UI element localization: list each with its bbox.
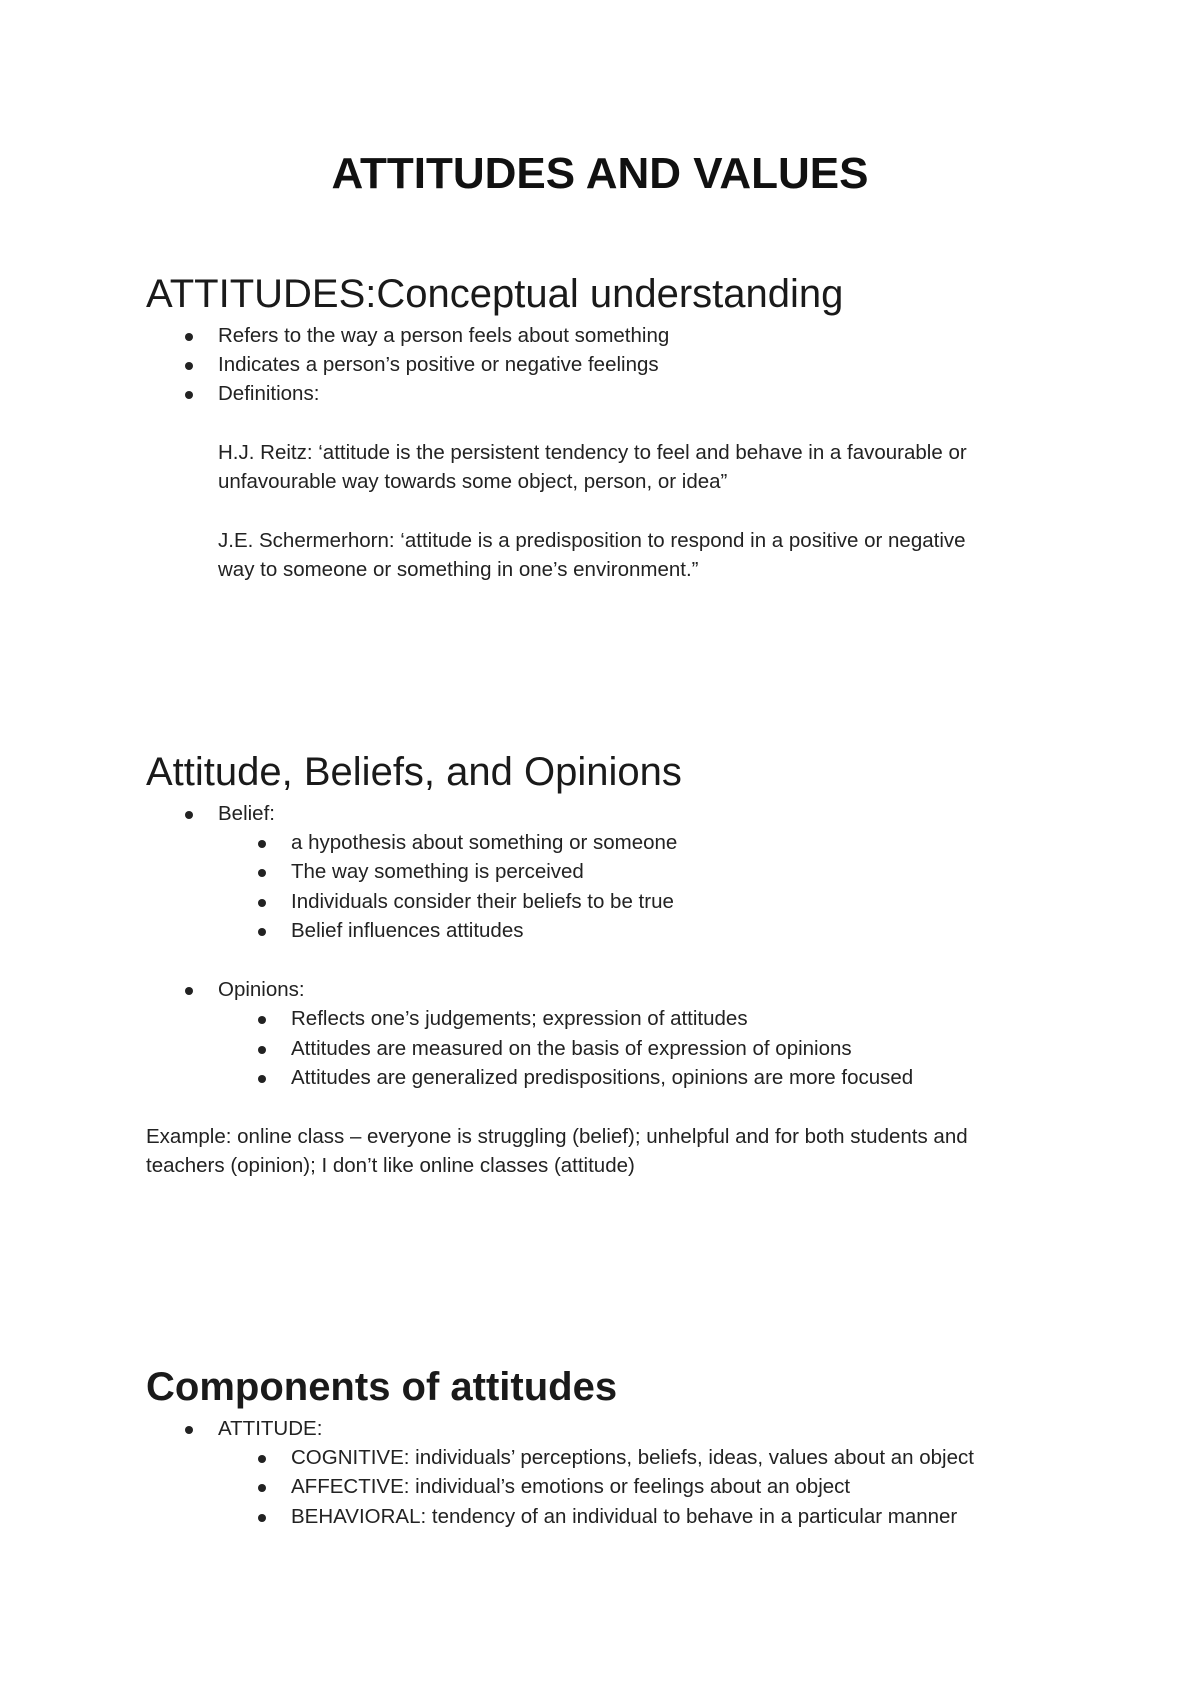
list-item: AFFECTIVE: individual’s emotions or feelings about an object xyxy=(291,1473,850,1501)
example-line-2: teachers (opinion); I don’t like online classes (attitude) xyxy=(146,1154,635,1177)
list-item: a hypothesis about something or someone xyxy=(291,829,677,857)
list-item-opinions: Opinions: xyxy=(218,976,305,1004)
list-item: Definitions: xyxy=(218,380,319,408)
list-item: Belief influences attitudes xyxy=(291,917,523,945)
list-item: BEHAVIORAL: tendency of an individual to behave in a particular manner xyxy=(291,1503,957,1531)
list-item: Indicates a person’s positive or negative feelings xyxy=(218,351,659,379)
section-heading-components: Components of attitudes xyxy=(146,1365,618,1409)
list-item: Individuals consider their beliefs to be true xyxy=(291,888,674,916)
definition-schermerhorn-line-2: way to someone or something in one’s environment.” xyxy=(218,558,699,581)
page-title: ATTITUDES AND VALUES xyxy=(331,149,869,198)
list-item-belief: Belief: xyxy=(218,800,275,828)
definition-schermerhorn-line-1: J.E. Schermerhorn: ‘attitude is a predisposition to respond in a positive or negative xyxy=(218,529,966,552)
section-heading-attitudes: ATTITUDES:Conceptual understanding xyxy=(146,272,844,316)
example-line-1: Example: online class – everyone is struggling (belief); unhelpful and for both students and xyxy=(146,1125,968,1148)
list-item-attitude: ATTITUDE: xyxy=(218,1415,322,1443)
section-heading-beliefs-opinions: Attitude, Beliefs, and Opinions xyxy=(146,750,682,794)
list-item: The way something is perceived xyxy=(291,858,584,886)
list-item: COGNITIVE: individuals’ perceptions, beliefs, ideas, values about an object xyxy=(291,1444,974,1472)
definition-reitz-line-2: unfavourable way towards some object, person, or idea” xyxy=(218,470,728,493)
list-item: Attitudes are measured on the basis of expression of opinions xyxy=(291,1035,852,1063)
definition-reitz-line-1: H.J. Reitz: ‘attitude is the persistent tendency to feel and behave in a favourable or xyxy=(218,441,967,464)
list-item: Attitudes are generalized predispositions, opinions are more focused xyxy=(291,1064,913,1092)
list-item: Refers to the way a person feels about something xyxy=(218,322,669,350)
list-item: Reflects one’s judgements; expression of attitudes xyxy=(291,1005,748,1033)
